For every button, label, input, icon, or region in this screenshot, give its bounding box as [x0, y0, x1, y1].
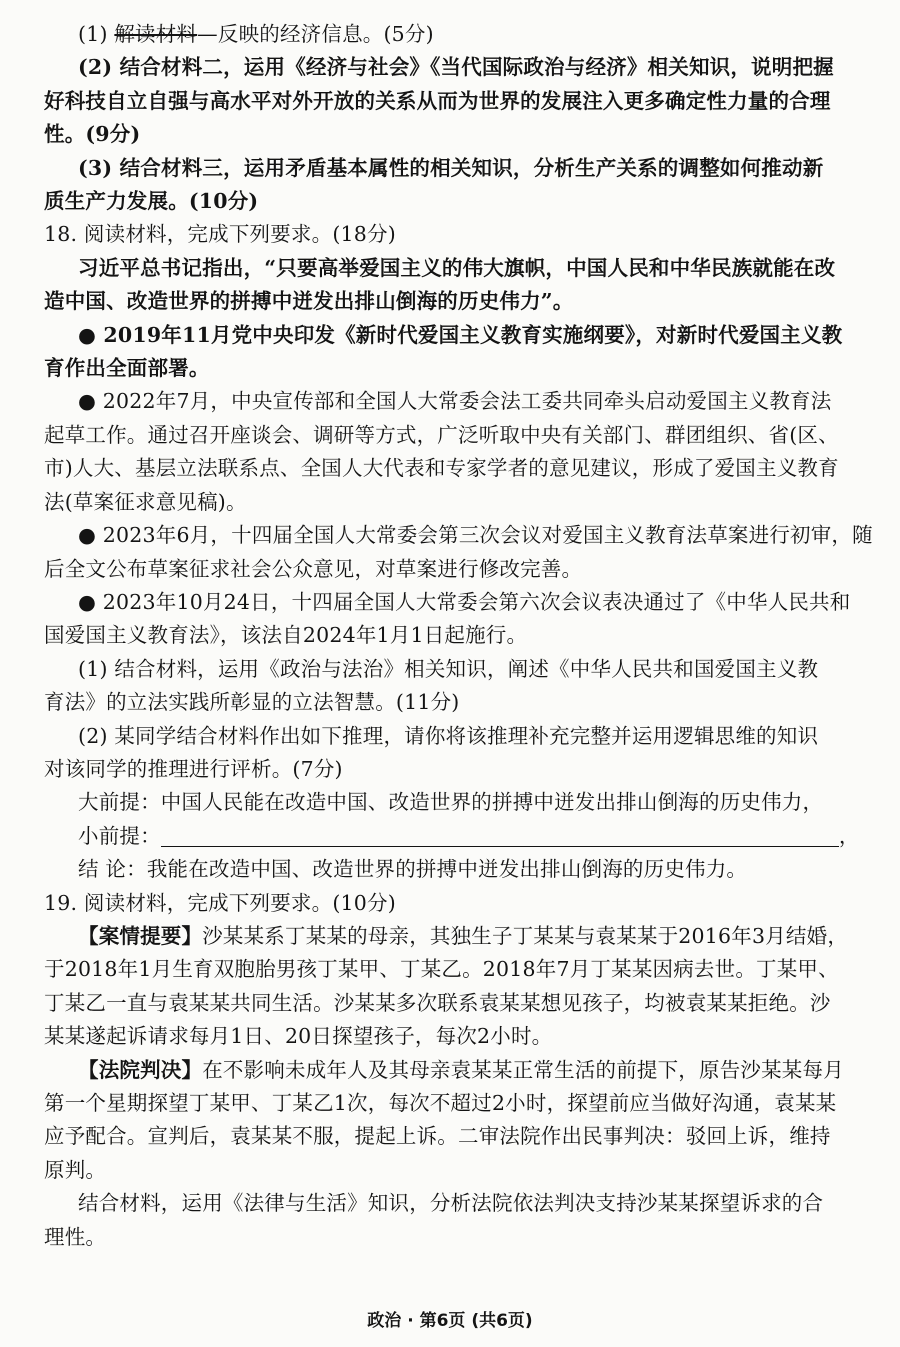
q19-ruling-line3: 应予配合。宣判后，袁某某不服，提起上诉。二审法院作出民事判决：驳回上诉，维持 [44, 1124, 831, 1149]
q18-bullet2-line4: 法(草案征求意见稿)。 [44, 489, 247, 514]
page-footer: 政治 · 第6页 (共6页) [367, 1311, 533, 1331]
q19-case-line4: 某某遂起诉请求每月1日、20日探望孩子，每次2小时。 [44, 1024, 553, 1049]
q17-part1-number: (1) [78, 22, 115, 46]
q19-heading: 19. 阅读材料，完成下列要求。(10分) [44, 890, 396, 915]
minor-premise-comma: ， [838, 823, 860, 848]
q18-part2-line1: (2) 某同学结合材料作出如下推理，请你将该推理补充完整并运用逻辑思维的知识 [78, 723, 819, 748]
ruling-text-1: 在不影响未成年人及其母亲袁某某正常生活的前提下，原告沙某某每月 [202, 1057, 844, 1082]
major-premise: 大前提：中国人民能在改造中国、改造世界的拼搏中迸发出排山倒海的历史伟力， [78, 790, 824, 815]
q19-ruling-line2: 第一个星期探望丁某甲、丁某乙1次，每次不超过2小时，探望前应当做好沟通，袁某某 [44, 1091, 837, 1115]
q17-part2-line2: 好科技自立自强与高水平对外开放的关系从而为世界的发展注入更多确定性力量的合理 [44, 88, 831, 113]
q17-part3-line2: 质生产力发展。(10分) [44, 189, 259, 214]
q17-part2-line1: (2) 结合材料二，运用《经济与社会》《当代国际政治与经济》相关知识，说明把握 [78, 55, 834, 80]
case-text-1: 沙某某系丁某某的母亲，其独生子丁某某与袁某某于2016年3月结婚， [202, 923, 849, 948]
q18-quote-line1: 习近平总书记指出，“只要高举爱国主义的伟大旗帜，中国人民和中华民族就能在改 [78, 255, 836, 280]
q18-bullet2-line2: 起草工作。通过召开座谈会、调研等方式，广泛听取中央有关部门、群团组织、省(区、 [44, 422, 839, 447]
minor-premise [44, 820, 862, 853]
q17-part1-text: —反映的经济信息。(5分) [197, 22, 434, 46]
q18-part1-line1: (1) 结合材料，运用《政治与法治》相关知识，阐述《中华人民共和国爱国主义教 [78, 656, 819, 681]
q19-task-line2: 理性。 [44, 1224, 107, 1249]
q18-bullet4-line1: ● 2023年10月24日，十四届全国人大常委会第六次会议表决通过了《中华人民共和 [78, 589, 851, 614]
q17-part1-struck-text: 解读材料 [114, 22, 198, 46]
minor-premise-blank[interactable] [161, 826, 839, 847]
q18-quote-line2: 造中国、改造世界的拼搏中迸发出排山倒海的历史伟力”。 [44, 289, 574, 314]
q18-bullet2-line1: ● 2022年7月，中央宣传部和全国人大常委会法工委共同牵头启动爱国主义教育法 [78, 389, 832, 414]
q18-bullet1-line2: 育作出全面部署。 [44, 356, 210, 381]
q17-part1 [44, 18, 862, 51]
q19-case-line2: 于2018年1月生育双胞胎男孩丁某甲、丁某乙。2018年7月丁某某因病去世。丁某甲、 [44, 957, 839, 982]
minor-premise-label: 小前提： [78, 823, 161, 848]
q19-ruling-line4: 原判。 [44, 1157, 107, 1182]
q18-heading: 18. 阅读材料，完成下列要求。(18分) [44, 222, 396, 247]
q18-bullet3-line1: ● 2023年6月，十四届全国人大常委会第三次会议对爱国主义教育法草案进行初审，随 [78, 523, 873, 548]
conclusion: 结 论：我能在改造中国、改造世界的拼搏中迸发出排山倒海的历史伟力。 [78, 857, 748, 882]
case-label: 【案情提要】 [78, 923, 203, 948]
q18-bullet4-line2: 国爱国主义教育法》，该法自2024年1月1日起施行。 [44, 623, 528, 648]
q18-bullet1-line1: ● 2019年11月党中央印发《新时代爱国主义教育实施纲要》，对新时代爱国主义教 [78, 322, 843, 347]
q17-part3-line1: (3) 结合材料三，运用矛盾基本属性的相关知识，分析生产关系的调整如何推动新 [78, 155, 824, 180]
q19-case-line3: 丁某乙一直与袁某某共同生活。沙某某多次联系袁某某想见孩子，均被袁某某拒绝。沙 [44, 990, 831, 1015]
q19-case-line1 [44, 920, 862, 953]
q17-part2-line3: 性。(9分) [44, 122, 141, 147]
q18-bullet3-line2: 后全文公布草案征求社会公众意见，对草案进行修改完善。 [44, 556, 583, 581]
ruling-label: 【法院判决】 [78, 1057, 203, 1082]
q18-bullet2-line3: 市)人大、基层立法联系点、全国人大代表和专家学者的意见建议，形成了爱国主义教育 [44, 456, 839, 481]
q18-part2-line2: 对该同学的推理进行评析。(7分) [44, 756, 343, 781]
q18-part1-line2: 育法》的立法实践所彰显的立法智慧。(11分) [44, 690, 460, 715]
q19-task-line1: 结合材料，运用《法律与生活》知识，分析法院依法判决支持沙某某探望诉求的合 [78, 1191, 824, 1216]
q19-ruling-line1 [44, 1054, 862, 1087]
